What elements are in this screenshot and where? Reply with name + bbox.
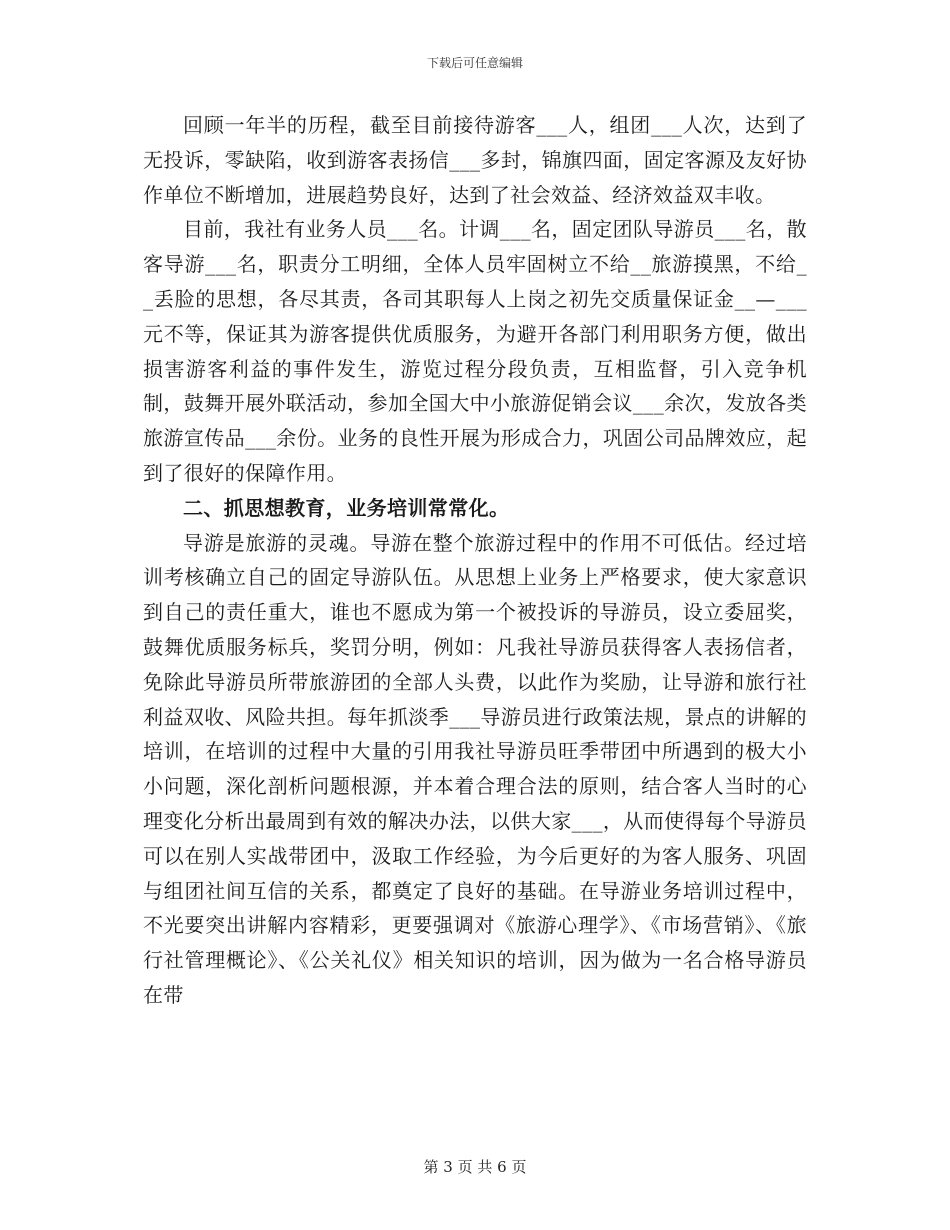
page-number: 第 3 页 共 6 页 (423, 1158, 527, 1176)
paragraph-training: 导游是旅游的灵魂。导游在整个旅游过程中的作用不可低估。经过培训考核确立自己的固定导游队伍。从思想上业务上严格要求，使大家意识到自己的责任重大，谁也不愿成为第一个被投诉的导游员，设立委屈奖，鼓舞优质服务标兵，奖罚分明，例如：凡我社导游员获得客人表扬信者，免除此导游员所带旅游团的全部人头费，以此作为奖励，让导游和旅行社利益双收、风险共担。每年抓淡季___导游员进行政策法规，景点的讲解的培训，在培训的过程中大量的引用我社导游员旺季带团中所遇到的极大小小问题，深化剖析问题根源，并本着合理合法的原则，结合客人当时的心理变化分析出最周到有效的解决办法，以供大家___，从而使得每个导游员可以在别人实战带团中，汲取工作经验，为今后更好的为客人服务、巩固与组团社间互信的关系，都奠定了良好的基础。在导游业务培训过程中，不光要突出讲解内容精彩，更要强调对《旅游心理学》、《市场营销》、《旅行社管理概论》、《公关礼仪》相关知识的培训，因为做为一名合格导游员在带 (143, 530, 807, 1007)
section-heading: 二、抓思想教育，业务培训常常化。 (183, 495, 510, 520)
document-body (143, 108, 807, 1013)
paragraph-review: 回顾一年半的历程，截至目前接待游客___人，组团___人次，达到了无投诉，零缺陷，收到游客表扬信___多封，锦旗四面，固定客源及友好协作单位不断增加，进展趋势良好，达到了社会效益、经济效益双丰收。 (143, 113, 807, 207)
paragraph-staff: 目前，我社有业务人员___名。计调___名，固定团队导游员___名，散客导游___名，职责分工明细，全体人员牢固树立不给__旅游摸黑，不给__丢脸的思想，各尽其责，各司其职每人上岗之初先交质量保证金__—___元不等，保证其为游客提供优质服务，为避开各部门利用职务方便，做出损害游客利益的事件发生，游览过程分段负责，互相监督，引入竞争机制，鼓舞开展外联活动，参加全国大中小旅游促销会议___余次，发放各类旅游宣传品___余份。业务的良性开展为形成合力，巩固公司品牌效应，起到了很好的保障作用。 (143, 217, 807, 485)
page-header-note: 下载后可任意编辑 (426, 56, 523, 70)
